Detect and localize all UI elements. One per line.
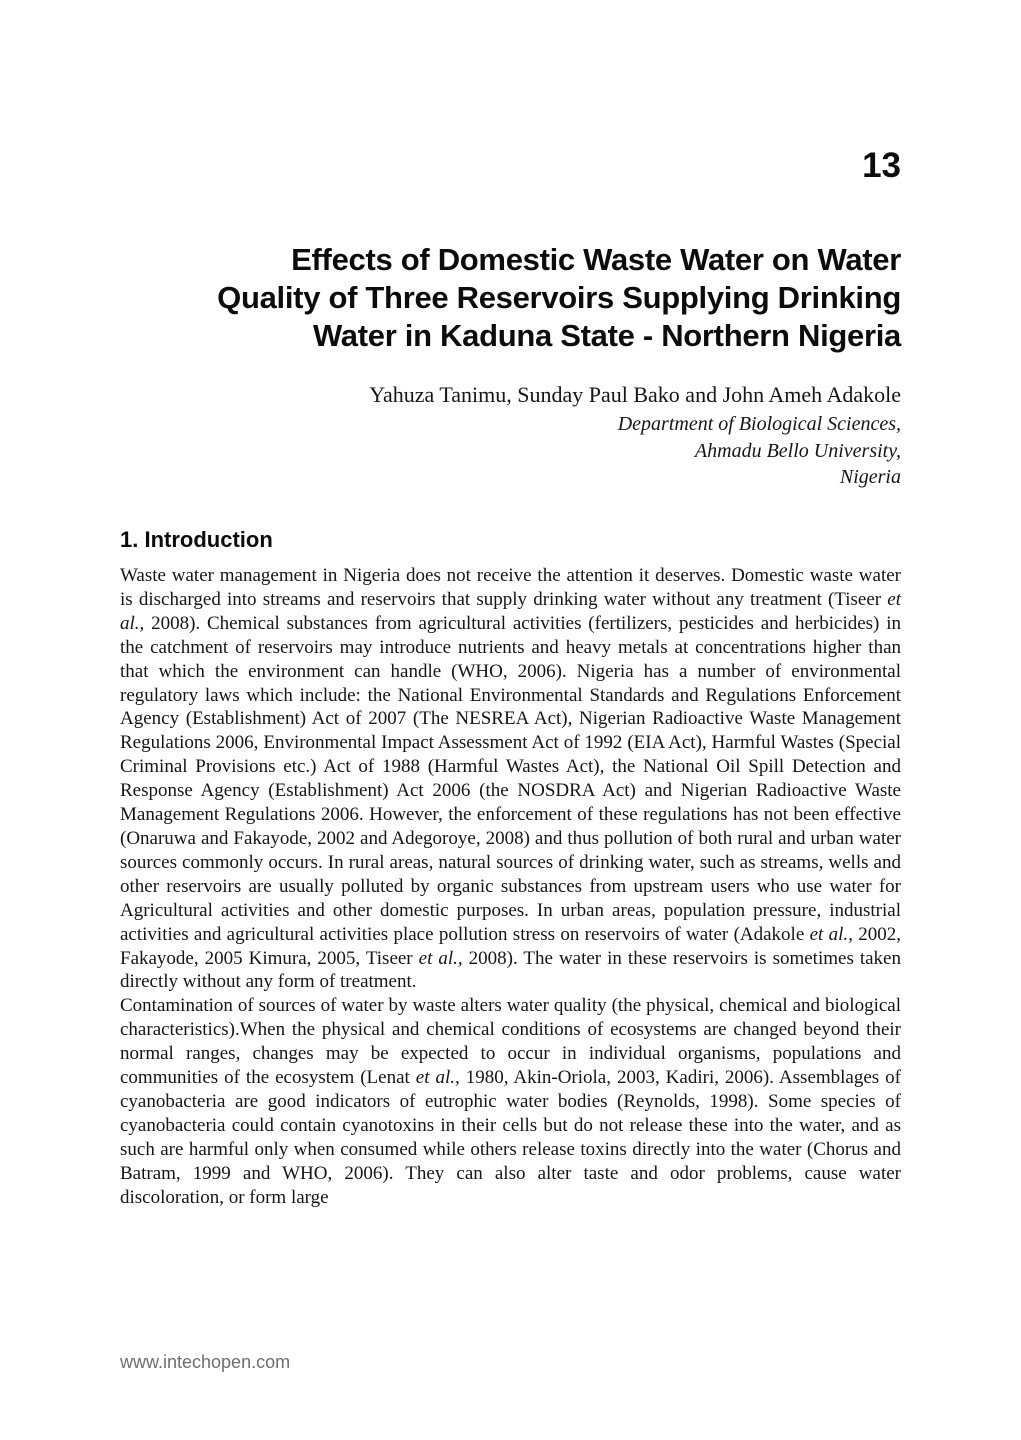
affiliation-department: Department of Biological Sciences, bbox=[617, 413, 901, 435]
section-heading-introduction: 1. Introduction bbox=[120, 527, 273, 552]
chapter-title bbox=[120, 241, 901, 355]
affiliation-university: Ahmadu Bello University, bbox=[694, 439, 901, 462]
author-affiliation bbox=[120, 411, 901, 491]
chapter-number: 13 bbox=[862, 146, 901, 185]
paragraph-1: Waste water management in Nigeria does not receive the attention it deserves. Domestic waste water is discharged into streams and reservoirs that supply drinking water without any treatment (Tiseer et al., 2008). Chemical substances from agricultural activities (fertilizers, pesticides and herbicides) in the catchment of reservoirs may introduce nutrients and heavy metals at concentrations higher than that which the environment can handle (WHO, 2006). Nigeria has a number of environmental regulatory laws which include: the National Environmental Standards and Regulations Enforcement Agency (Establishment) Act of 2007 (The NESREA Act), Nigerian Radioactive Waste Management Regulations 2006, Environmental Impact Assessment Act of 1992 (EIA Act), Harmful Wastes (Special Criminal Provisions etc.) Act of 1988 (Harmful Wastes Act), the National Oil Spill Detection and Response Agency (Establishment) Act 2006 (the NOSDRA Act) and Nigerian Radioactive Waste Management Regulations 2006. However, the enforcement of these regulations has not been effective (Onaruwa and Fakayode, 2002 and Adegoroye, 2008) and thus pollution of both rural and urban water sources commonly occurs. In rural areas, natural sources of drinking water, such as streams, wells and other reservoirs are usually polluted by organic substances from upstream users who use water for Agricultural activities and other domestic purposes. In urban areas, population pressure, industrial activities and agricultural activities place pollution stress on reservoirs of water (Adakole et al., 2002, Fakayode, 2005 Kimura, 2005, Tiseer et al., 2008). The water in these reservoirs is sometimes taken directly without any form of treatment. bbox=[120, 565, 901, 993]
affiliation-country: Nigeria bbox=[839, 466, 901, 488]
author-names: Yahuza Tanimu, Sunday Paul Bako and John Ameh Adakole bbox=[369, 382, 901, 407]
chapter-title-line-2: Quality of Three Reservoirs Supplying Drinking bbox=[217, 280, 901, 315]
chapter-title-line-3: Water in Kaduna State - Northern Nigeria bbox=[313, 318, 901, 353]
paragraph-2: Contamination of sources of water by waste alters water quality (the physical, chemical and biological characteristics).When the physical and chemical conditions of ecosystems are changed beyond their normal ranges, changes may be expected to occur in individual organisms, populations and communities of the ecosystem (Lenat et al., 1980, Akin-Oriola, 2003, Kadiri, 2006). Assemblages of cyanobacteria are good indicators of eutrophic water bodies (Reynolds, 1998). Some species of cyanobacteria could contain cyanotoxins in their cells but do not release these into the water, and as such are harmful only when consumed while others release toxins directly into the water (Chorus and Batram, 1999 and WHO, 2006). They can also alter taste and odor problems, cause water discoloration, or form large bbox=[120, 995, 901, 1208]
chapter-title-line-1: Effects of Domestic Waste Water on Water bbox=[291, 242, 901, 277]
publisher-url: www.intechopen.com bbox=[120, 1352, 291, 1372]
body-text-block bbox=[120, 564, 901, 1209]
